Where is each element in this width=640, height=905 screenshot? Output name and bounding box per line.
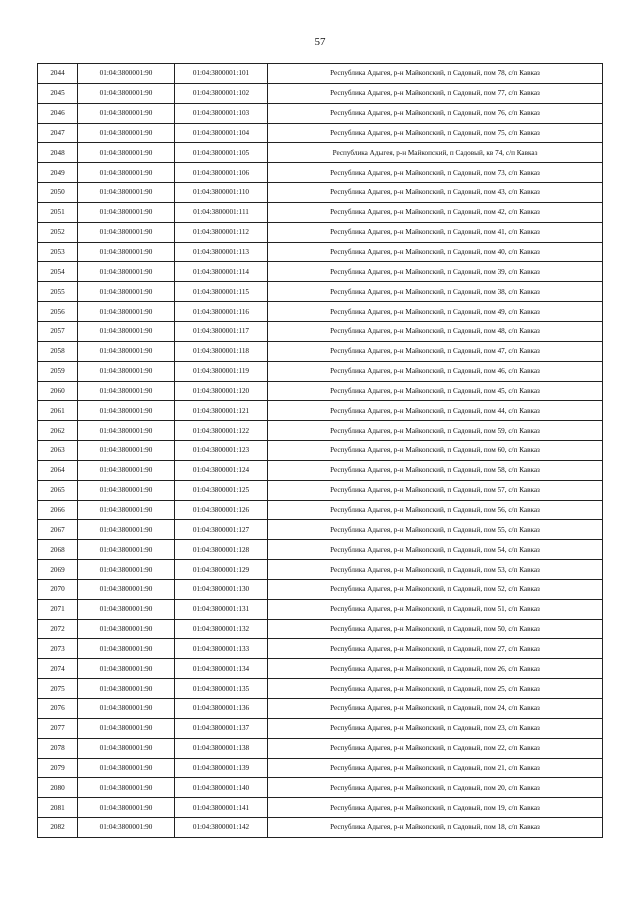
row-number-cell: 2053 <box>38 242 78 262</box>
address-cell: Республика Адыгея, р-н Майкопский, п Садовый, пом 73, с/п Кавказ <box>268 163 603 183</box>
address-cell: Республика Адыгея, р-н Майкопский, п Садовый, пом 75, с/п Кавказ <box>268 123 603 143</box>
cadastral-number-cell: 01:04:3800001:136 <box>175 699 268 719</box>
address-cell: Республика Адыгея, р-н Майкопский, п Садовый, пом 40, с/п Кавказ <box>268 242 603 262</box>
row-number-cell: 2048 <box>38 143 78 163</box>
address-cell: Республика Адыгея, р-н Майкопский, п Садовый, пом 23, с/п Кавказ <box>268 718 603 738</box>
cadastral-number-cell: 01:04:3800001:123 <box>175 441 268 461</box>
parent-cadastral-number-cell: 01:04:3800001:90 <box>78 381 175 401</box>
parent-cadastral-number-cell: 01:04:3800001:90 <box>78 639 175 659</box>
parent-cadastral-number-cell: 01:04:3800001:90 <box>78 818 175 838</box>
address-cell: Республика Адыгея, р-н Майкопский, п Садовый, пом 20, с/п Кавказ <box>268 778 603 798</box>
cadastral-number-cell: 01:04:3800001:132 <box>175 619 268 639</box>
parent-cadastral-number-cell: 01:04:3800001:90 <box>78 64 175 84</box>
parent-cadastral-number-cell: 01:04:3800001:90 <box>78 718 175 738</box>
table-row <box>38 659 603 679</box>
table-row <box>38 421 603 441</box>
cadastral-number-cell: 01:04:3800001:115 <box>175 282 268 302</box>
table-row <box>38 183 603 203</box>
parent-cadastral-number-cell: 01:04:3800001:90 <box>78 143 175 163</box>
address-cell: Республика Адыгея, р-н Майкопский, п Садовый, пом 48, с/п Кавказ <box>268 321 603 341</box>
parent-cadastral-number-cell: 01:04:3800001:90 <box>78 798 175 818</box>
table-row <box>38 639 603 659</box>
cadastral-number-cell: 01:04:3800001:131 <box>175 599 268 619</box>
cadastral-number-cell: 01:04:3800001:140 <box>175 778 268 798</box>
table-row <box>38 381 603 401</box>
parent-cadastral-number-cell: 01:04:3800001:90 <box>78 83 175 103</box>
row-number-cell: 2061 <box>38 401 78 421</box>
cadastral-number-cell: 01:04:3800001:134 <box>175 659 268 679</box>
parent-cadastral-number-cell: 01:04:3800001:90 <box>78 579 175 599</box>
parent-cadastral-number-cell: 01:04:3800001:90 <box>78 480 175 500</box>
cadastral-number-cell: 01:04:3800001:128 <box>175 540 268 560</box>
cadastral-number-cell: 01:04:3800001:130 <box>175 579 268 599</box>
cadastral-number-cell: 01:04:3800001:114 <box>175 262 268 282</box>
cadastral-number-cell: 01:04:3800001:121 <box>175 401 268 421</box>
parent-cadastral-number-cell: 01:04:3800001:90 <box>78 758 175 778</box>
parent-cadastral-number-cell: 01:04:3800001:90 <box>78 321 175 341</box>
cadastral-number-cell: 01:04:3800001:111 <box>175 202 268 222</box>
cadastral-number-cell: 01:04:3800001:139 <box>175 758 268 778</box>
address-cell: Республика Адыгея, р-н Майкопский, п Садовый, пом 46, с/п Кавказ <box>268 361 603 381</box>
row-number-cell: 2069 <box>38 560 78 580</box>
table-row <box>38 599 603 619</box>
table-row <box>38 321 603 341</box>
table-row <box>38 143 603 163</box>
table-row <box>38 222 603 242</box>
page-number: 57 <box>314 36 326 48</box>
address-cell: Республика Адыгея, р-н Майкопский, п Садовый, пом 59, с/п Кавказ <box>268 421 603 441</box>
parent-cadastral-number-cell: 01:04:3800001:90 <box>78 163 175 183</box>
table-row <box>38 540 603 560</box>
address-cell: Республика Адыгея, р-н Майкопский, п Садовый, пом 44, с/п Кавказ <box>268 401 603 421</box>
address-cell: Республика Адыгея, р-н Майкопский, п Садовый, пом 76, с/п Кавказ <box>268 103 603 123</box>
address-cell: Республика Адыгея, р-н Майкопский, п Садовый, пом 55, с/п Кавказ <box>268 520 603 540</box>
parent-cadastral-number-cell: 01:04:3800001:90 <box>78 262 175 282</box>
row-number-cell: 2081 <box>38 798 78 818</box>
table-row <box>38 738 603 758</box>
table-row <box>38 679 603 699</box>
table-row <box>38 718 603 738</box>
row-number-cell: 2044 <box>38 64 78 84</box>
address-cell: Республика Адыгея, р-н Майкопский, п Садовый, пом 21, с/п Кавказ <box>268 758 603 778</box>
cadastral-number-cell: 01:04:3800001:120 <box>175 381 268 401</box>
cadastral-number-cell: 01:04:3800001:118 <box>175 341 268 361</box>
parent-cadastral-number-cell: 01:04:3800001:90 <box>78 778 175 798</box>
row-number-cell: 2073 <box>38 639 78 659</box>
address-cell: Республика Адыгея, р-н Майкопский, п Садовый, пом 43, с/п Кавказ <box>268 183 603 203</box>
parent-cadastral-number-cell: 01:04:3800001:90 <box>78 560 175 580</box>
row-number-cell: 2062 <box>38 421 78 441</box>
row-number-cell: 2074 <box>38 659 78 679</box>
parent-cadastral-number-cell: 01:04:3800001:90 <box>78 520 175 540</box>
address-cell: Республика Адыгея, р-н Майкопский, п Садовый, пом 42, с/п Кавказ <box>268 202 603 222</box>
table-row <box>38 758 603 778</box>
row-number-cell: 2052 <box>38 222 78 242</box>
row-number-cell: 2082 <box>38 818 78 838</box>
parent-cadastral-number-cell: 01:04:3800001:90 <box>78 441 175 461</box>
table-row <box>38 500 603 520</box>
row-number-cell: 2047 <box>38 123 78 143</box>
cadastral-number-cell: 01:04:3800001:141 <box>175 798 268 818</box>
table-row <box>38 520 603 540</box>
row-number-cell: 2070 <box>38 579 78 599</box>
parent-cadastral-number-cell: 01:04:3800001:90 <box>78 401 175 421</box>
cadastral-number-cell: 01:04:3800001:129 <box>175 560 268 580</box>
row-number-cell: 2049 <box>38 163 78 183</box>
cadastral-number-cell: 01:04:3800001:112 <box>175 222 268 242</box>
table-row <box>38 103 603 123</box>
parent-cadastral-number-cell: 01:04:3800001:90 <box>78 738 175 758</box>
cadastral-number-cell: 01:04:3800001:119 <box>175 361 268 381</box>
address-cell: Республика Адыгея, р-н Майкопский, п Садовый, пом 58, с/п Кавказ <box>268 460 603 480</box>
row-number-cell: 2064 <box>38 460 78 480</box>
address-cell: Республика Адыгея, р-н Майкопский, п Садовый, пом 78, с/п Кавказ <box>268 64 603 84</box>
cadastral-number-cell: 01:04:3800001:125 <box>175 480 268 500</box>
address-cell: Республика Адыгея, р-н Майкопский, п Садовый, пом 52, с/п Кавказ <box>268 579 603 599</box>
address-cell: Республика Адыгея, р-н Майкопский, п Садовый, пом 49, с/п Кавказ <box>268 302 603 322</box>
address-cell: Республика Адыгея, р-н Майкопский, п Садовый, кв 74, с/п Кавказ <box>268 143 603 163</box>
parent-cadastral-number-cell: 01:04:3800001:90 <box>78 659 175 679</box>
table-row <box>38 242 603 262</box>
table-row <box>38 619 603 639</box>
row-number-cell: 2076 <box>38 699 78 719</box>
row-number-cell: 2054 <box>38 262 78 282</box>
cadastral-number-cell: 01:04:3800001:102 <box>175 83 268 103</box>
row-number-cell: 2051 <box>38 202 78 222</box>
table-row <box>38 778 603 798</box>
row-number-cell: 2057 <box>38 321 78 341</box>
cadastral-number-cell: 01:04:3800001:122 <box>175 421 268 441</box>
parent-cadastral-number-cell: 01:04:3800001:90 <box>78 500 175 520</box>
row-number-cell: 2056 <box>38 302 78 322</box>
cadastral-number-cell: 01:04:3800001:116 <box>175 302 268 322</box>
table-row <box>38 361 603 381</box>
parent-cadastral-number-cell: 01:04:3800001:90 <box>78 123 175 143</box>
parent-cadastral-number-cell: 01:04:3800001:90 <box>78 222 175 242</box>
parent-cadastral-number-cell: 01:04:3800001:90 <box>78 242 175 262</box>
cadastral-number-cell: 01:04:3800001:110 <box>175 183 268 203</box>
cadastral-number-cell: 01:04:3800001:142 <box>175 818 268 838</box>
address-cell: Республика Адыгея, р-н Майкопский, п Садовый, пом 60, с/п Кавказ <box>268 441 603 461</box>
parent-cadastral-number-cell: 01:04:3800001:90 <box>78 103 175 123</box>
registry-table <box>37 63 603 838</box>
row-number-cell: 2045 <box>38 83 78 103</box>
row-number-cell: 2059 <box>38 361 78 381</box>
cadastral-number-cell: 01:04:3800001:103 <box>175 103 268 123</box>
table-row <box>38 441 603 461</box>
parent-cadastral-number-cell: 01:04:3800001:90 <box>78 599 175 619</box>
parent-cadastral-number-cell: 01:04:3800001:90 <box>78 540 175 560</box>
address-cell: Республика Адыгея, р-н Майкопский, п Садовый, пом 38, с/п Кавказ <box>268 282 603 302</box>
row-number-cell: 2046 <box>38 103 78 123</box>
address-cell: Республика Адыгея, р-н Майкопский, п Садовый, пом 45, с/п Кавказ <box>268 381 603 401</box>
table-row <box>38 64 603 84</box>
table-row <box>38 83 603 103</box>
parent-cadastral-number-cell: 01:04:3800001:90 <box>78 421 175 441</box>
row-number-cell: 2058 <box>38 341 78 361</box>
table-row <box>38 202 603 222</box>
address-cell: Республика Адыгея, р-н Майкопский, п Садовый, пом 54, с/п Кавказ <box>268 540 603 560</box>
table-row <box>38 282 603 302</box>
row-number-cell: 2077 <box>38 718 78 738</box>
cadastral-number-cell: 01:04:3800001:104 <box>175 123 268 143</box>
parent-cadastral-number-cell: 01:04:3800001:90 <box>78 302 175 322</box>
parent-cadastral-number-cell: 01:04:3800001:90 <box>78 699 175 719</box>
cadastral-number-cell: 01:04:3800001:135 <box>175 679 268 699</box>
address-cell: Республика Адыгея, р-н Майкопский, п Садовый, пом 39, с/п Кавказ <box>268 262 603 282</box>
parent-cadastral-number-cell: 01:04:3800001:90 <box>78 619 175 639</box>
cadastral-number-cell: 01:04:3800001:117 <box>175 321 268 341</box>
row-number-cell: 2067 <box>38 520 78 540</box>
table-row <box>38 163 603 183</box>
table-row <box>38 480 603 500</box>
parent-cadastral-number-cell: 01:04:3800001:90 <box>78 282 175 302</box>
table-row <box>38 798 603 818</box>
row-number-cell: 2063 <box>38 441 78 461</box>
address-cell: Республика Адыгея, р-н Майкопский, п Садовый, пом 24, с/п Кавказ <box>268 699 603 719</box>
parent-cadastral-number-cell: 01:04:3800001:90 <box>78 460 175 480</box>
address-cell: Республика Адыгея, р-н Майкопский, п Садовый, пом 25, с/п Кавказ <box>268 679 603 699</box>
table-row <box>38 401 603 421</box>
address-cell: Республика Адыгея, р-н Майкопский, п Садовый, пом 47, с/п Кавказ <box>268 341 603 361</box>
table-row <box>38 460 603 480</box>
address-cell: Республика Адыгея, р-н Майкопский, п Садовый, пом 51, с/п Кавказ <box>268 599 603 619</box>
row-number-cell: 2079 <box>38 758 78 778</box>
registry-table-body <box>38 64 603 838</box>
row-number-cell: 2072 <box>38 619 78 639</box>
address-cell: Республика Адыгея, р-н Майкопский, п Садовый, пом 57, с/п Кавказ <box>268 480 603 500</box>
row-number-cell: 2071 <box>38 599 78 619</box>
address-cell: Республика Адыгея, р-н Майкопский, п Садовый, пом 27, с/п Кавказ <box>268 639 603 659</box>
row-number-cell: 2066 <box>38 500 78 520</box>
table-row <box>38 302 603 322</box>
row-number-cell: 2080 <box>38 778 78 798</box>
cadastral-number-cell: 01:04:3800001:133 <box>175 639 268 659</box>
address-cell: Республика Адыгея, р-н Майкопский, п Садовый, пом 50, с/п Кавказ <box>268 619 603 639</box>
table-row <box>38 341 603 361</box>
cadastral-number-cell: 01:04:3800001:106 <box>175 163 268 183</box>
address-cell: Республика Адыгея, р-н Майкопский, п Садовый, пом 19, с/п Кавказ <box>268 798 603 818</box>
cadastral-number-cell: 01:04:3800001:124 <box>175 460 268 480</box>
address-cell: Республика Адыгея, р-н Майкопский, п Садовый, пом 41, с/п Кавказ <box>268 222 603 242</box>
cadastral-number-cell: 01:04:3800001:105 <box>175 143 268 163</box>
parent-cadastral-number-cell: 01:04:3800001:90 <box>78 202 175 222</box>
row-number-cell: 2065 <box>38 480 78 500</box>
address-cell: Республика Адыгея, р-н Майкопский, п Садовый, пом 18, с/п Кавказ <box>268 818 603 838</box>
parent-cadastral-number-cell: 01:04:3800001:90 <box>78 361 175 381</box>
cadastral-number-cell: 01:04:3800001:126 <box>175 500 268 520</box>
table-row <box>38 560 603 580</box>
row-number-cell: 2078 <box>38 738 78 758</box>
address-cell: Республика Адыгея, р-н Майкопский, п Садовый, пом 26, с/п Кавказ <box>268 659 603 679</box>
parent-cadastral-number-cell: 01:04:3800001:90 <box>78 679 175 699</box>
cadastral-number-cell: 01:04:3800001:113 <box>175 242 268 262</box>
cadastral-number-cell: 01:04:3800001:137 <box>175 718 268 738</box>
address-cell: Республика Адыгея, р-н Майкопский, п Садовый, пом 22, с/п Кавказ <box>268 738 603 758</box>
table-row <box>38 818 603 838</box>
row-number-cell: 2060 <box>38 381 78 401</box>
cadastral-number-cell: 01:04:3800001:101 <box>175 64 268 84</box>
table-row <box>38 262 603 282</box>
row-number-cell: 2075 <box>38 679 78 699</box>
cadastral-number-cell: 01:04:3800001:127 <box>175 520 268 540</box>
address-cell: Республика Адыгея, р-н Майкопский, п Садовый, пом 77, с/п Кавказ <box>268 83 603 103</box>
parent-cadastral-number-cell: 01:04:3800001:90 <box>78 341 175 361</box>
table-row <box>38 699 603 719</box>
row-number-cell: 2050 <box>38 183 78 203</box>
parent-cadastral-number-cell: 01:04:3800001:90 <box>78 183 175 203</box>
cadastral-number-cell: 01:04:3800001:138 <box>175 738 268 758</box>
row-number-cell: 2068 <box>38 540 78 560</box>
table-row <box>38 123 603 143</box>
address-cell: Республика Адыгея, р-н Майкопский, п Садовый, пом 53, с/п Кавказ <box>268 560 603 580</box>
table-row <box>38 579 603 599</box>
row-number-cell: 2055 <box>38 282 78 302</box>
address-cell: Республика Адыгея, р-н Майкопский, п Садовый, пом 56, с/п Кавказ <box>268 500 603 520</box>
